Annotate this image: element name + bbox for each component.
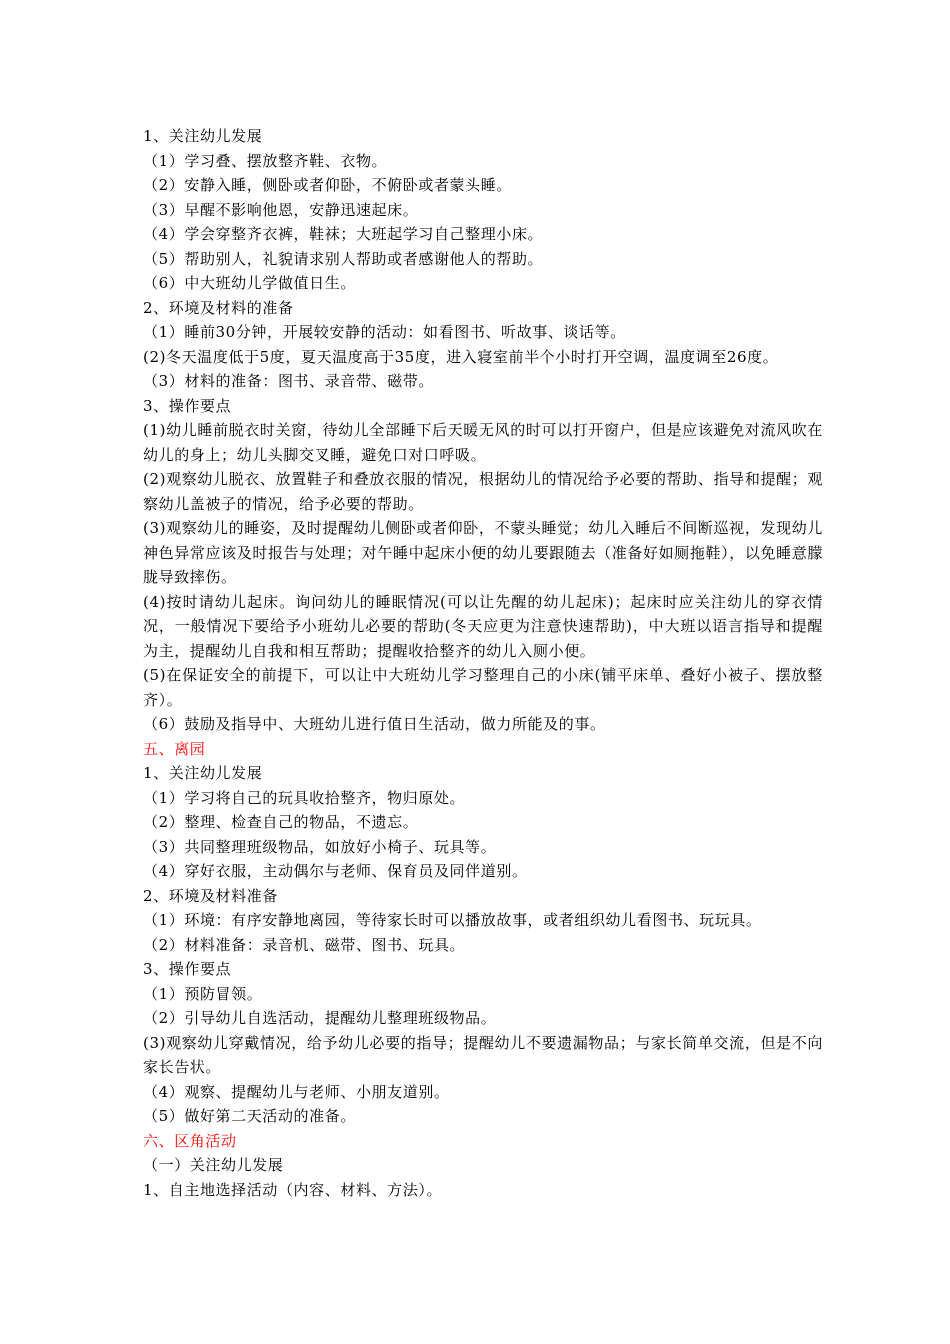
text-line: 2、环境及材料的准备 [143,298,294,317]
document-body [143,124,823,1202]
text-line: (2)冬天温度低于5度，夏天温度高于35度，进入寝室前半个小时打开空调，温度调至26度。 [143,347,779,366]
text-line: （3）共同整理班级物品，如放好小椅子、玩具等。 [143,837,497,856]
section-heading: 六、区角活动 [143,1131,237,1150]
text-line: 1、自主地选择活动（内容、材料、方法）。 [143,1180,443,1199]
text-line: （1）睡前30分钟，开展较安静的活动：如看图书、听故事、谈话等。 [143,323,626,341]
text-line: （2）材料准备：录音机、磁带、图书、玩具。 [143,935,466,954]
text-line: （2）引导幼儿自选活动，提醒幼儿整理班级物品。 [143,1009,497,1027]
text-line: （3）早醒不影响他恩，安静迅速起床。 [143,200,419,219]
text-line: 2、环境及材料准备 [143,886,278,905]
text-line: (2)观察幼儿脱衣、放置鞋子和叠放衣服的情况，根据幼儿的情况给予必要的帮助、指导和提醒；观察幼儿盖被子的情况，给予必要的帮助。 [143,470,823,513]
section-heading: 五、离园 [143,739,206,758]
text-line: （一）关注幼儿发展 [143,1156,284,1174]
text-line: （1）预防冒领。 [143,984,263,1003]
text-line: (1)幼儿睡前脱衣时关窗，待幼儿全部睡下后天暖无风的时可以打开窗户，但是应该避免对流风吹在幼儿的身上；幼儿头脚交叉睡，避免口对口呼吸。 [143,421,823,464]
text-line: 1、关注幼儿发展 [143,127,263,145]
text-line: （6）鼓励及指导中、大班幼儿进行值日生活动，做力所能及的事。 [143,715,606,733]
text-line: （1）学习叠、摆放整齐鞋、衣物。 [143,151,388,170]
text-line: （1）环境：有序安静地离园，等待家长时可以播放故事，或者组织幼儿看图书、玩玩具。 [143,911,762,929]
text-line: （4）观察、提醒幼儿与老师、小朋友道别。 [143,1082,450,1101]
text-line: （5）做好第二天活动的准备。 [143,1107,356,1125]
text-line: (4)按时请幼儿起床。询问幼儿的睡眠情况(可以让先醒的幼儿起床)；起床时应关注幼儿的穿衣情况，一般情况下要给予小班幼儿必要的帮助(冬天应更为注意快速帮助)，中大班以语言指导和提醒为主，提醒幼儿自我和相互帮助；提醒收拾整齐的幼儿入厕小便。 [143,592,823,660]
text-line: （2）安静入睡，侧卧或者仰卧，不俯卧或者蒙头睡。 [143,176,512,194]
text-line: （3）材料的准备：图书、录音带、磁带。 [143,372,434,390]
text-line: （2）整理、检查自己的物品，不遗忘。 [143,813,419,831]
text-line: 3、操作要点 [143,396,232,415]
text-line: （5）帮助别人，礼貌请求别人帮助或者感谢他人的帮助。 [143,249,544,268]
text-line: (3)观察幼儿穿戴情况，给予幼儿必要的指导；提醒幼儿不要遗漏物品；与家长简单交流，但是不向家长告状。 [143,1033,823,1076]
text-line: 3、操作要点 [143,960,232,978]
text-line: （4）学会穿整齐衣裤，鞋袜；大班起学习自己整理小床。 [143,225,544,243]
text-line: （1）学习将自己的玩具收拾整齐，物归原处。 [143,788,466,807]
text-line: (3)观察幼儿的睡姿，及时提醒幼儿侧卧或者仰卧，不蒙头睡觉；幼儿入睡后不间断巡视，发现幼儿神色异常应该及时报告与处理；对午睡中起床小便的幼儿要跟随去（准备好如厕拖鞋），以免睡意朦胧导致摔伤。 [143,519,823,586]
text-line: 1、关注幼儿发展 [143,764,263,782]
text-line: （6）中大班幼儿学做值日生。 [143,274,356,292]
text-line: (5)在保证安全的前提下，可以让中大班幼儿学习整理自己的小床(铺平床单、叠好小被子、摆放整齐）。 [143,666,823,709]
text-line: （4）穿好衣服，主动偶尔与老师、保育员及同伴道别。 [143,862,528,880]
